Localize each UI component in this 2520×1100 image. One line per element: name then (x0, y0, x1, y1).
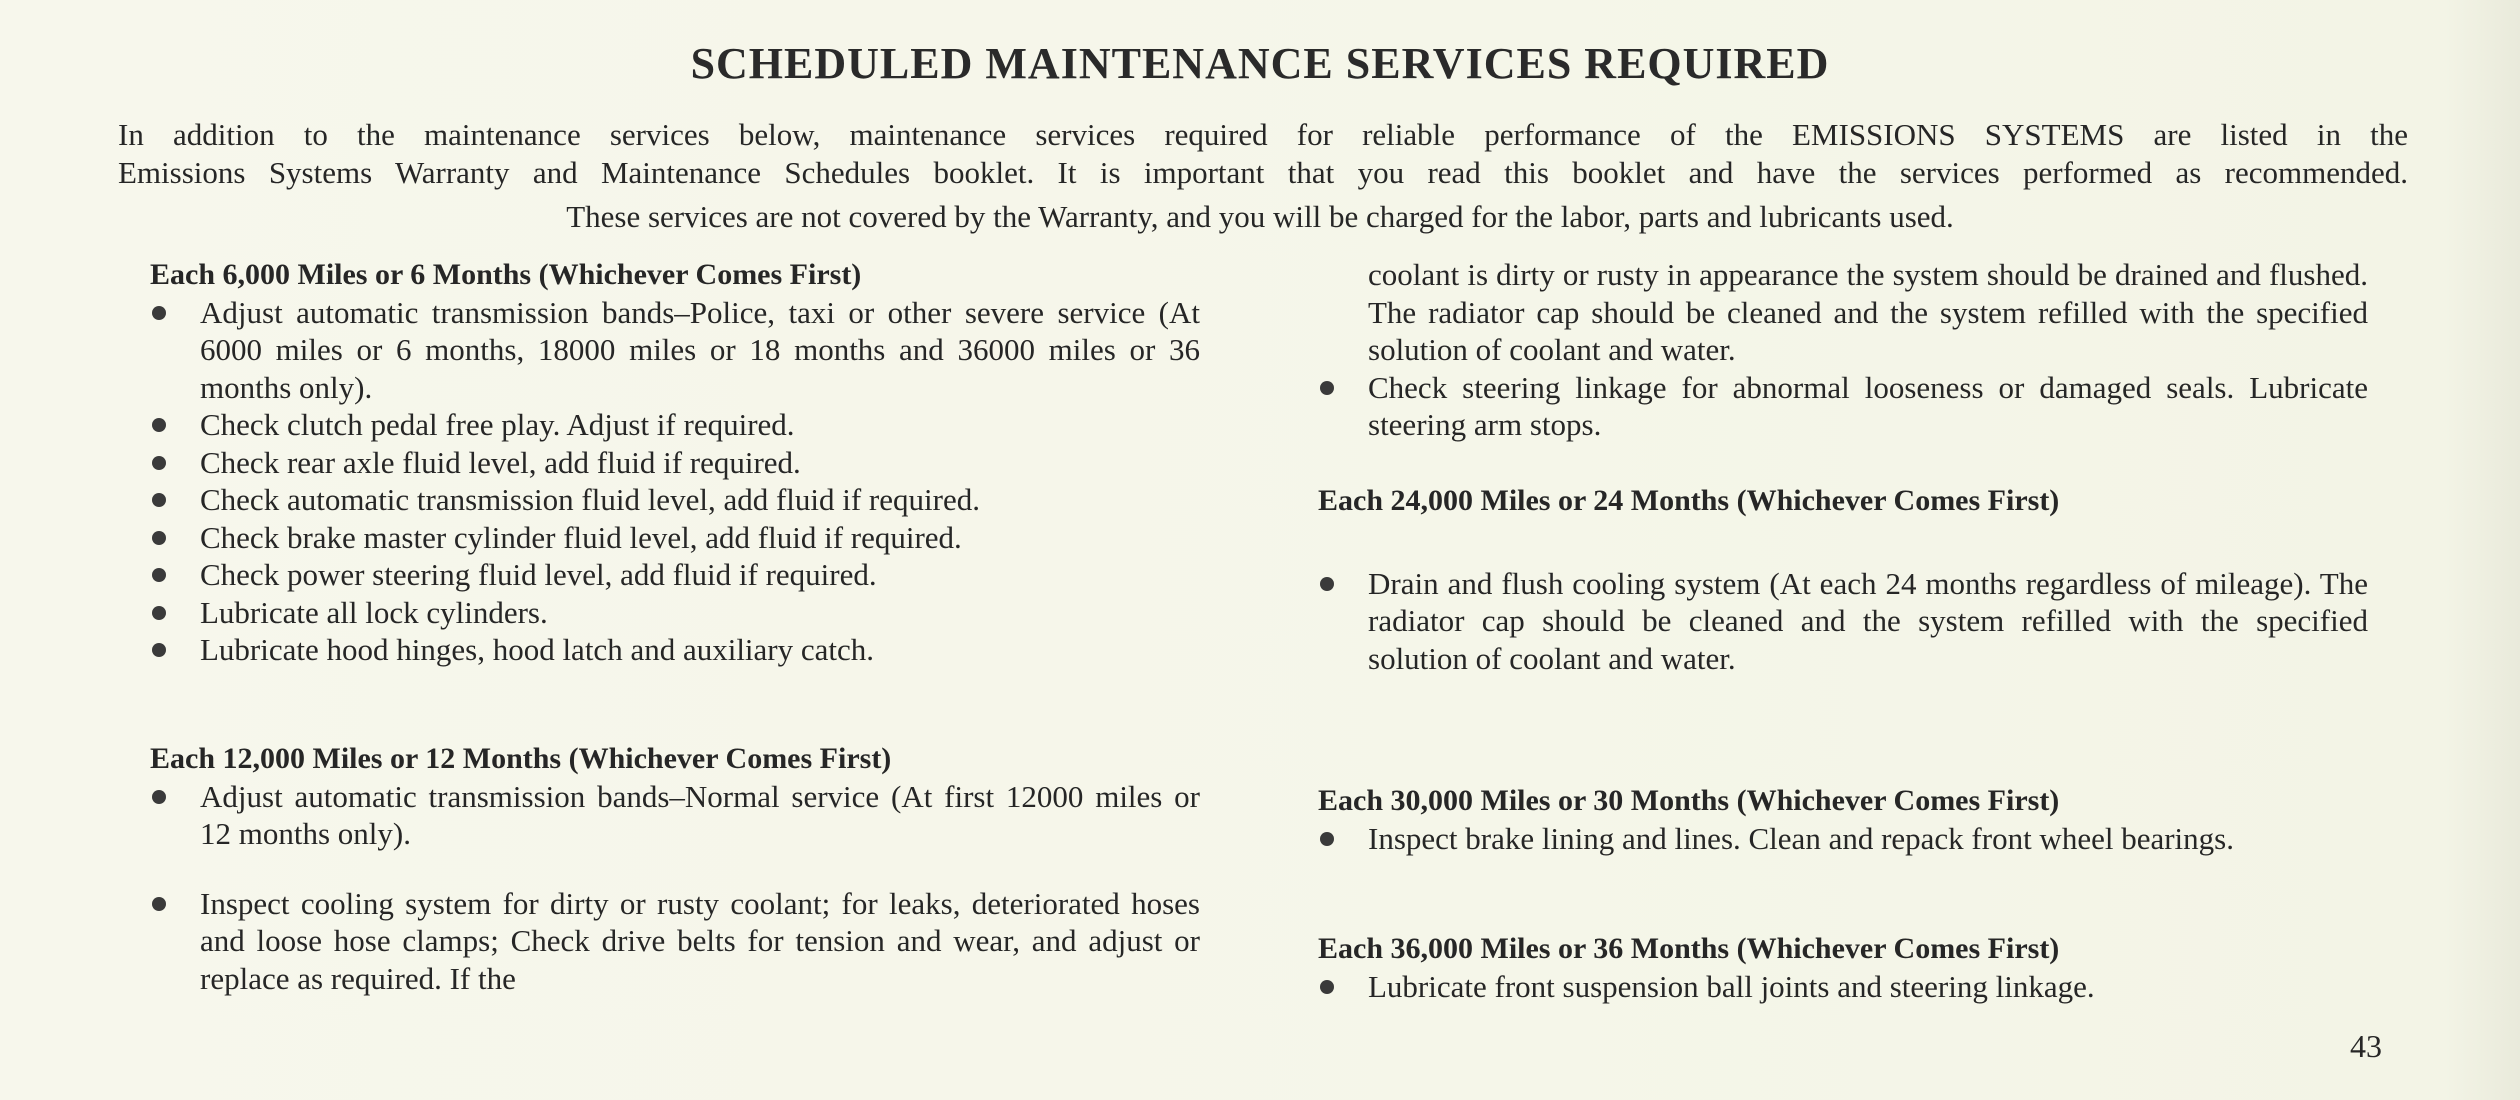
list-item: Inspect brake lining and lines. Clean and repack front wheel bearings. (1318, 820, 2368, 858)
list-item: Drain and flush cooling system (At each 24 months regardless of mileage). The radiator cap should be cleaned and the system refilled with the specified solution of coolant and water. (1318, 565, 2368, 678)
list-item: Lubricate hood hinges, hood latch and auxiliary catch. (150, 631, 1200, 669)
list-item: Check brake master cylinder fluid level, add fluid if required. (150, 519, 1200, 557)
bullet-icon (1320, 381, 1334, 395)
list-item: Check automatic transmission fluid level, add fluid if required. (150, 481, 1200, 519)
section-12000-continued (1318, 256, 2368, 444)
section-30000 (1318, 782, 2368, 857)
section-heading-36000: Each 36,000 Miles or 36 Months (Whichever Comes First) (1318, 932, 2060, 965)
list-item: Check rear axle fluid level, add fluid if required. (150, 444, 1200, 482)
bullet-icon (152, 606, 166, 620)
bullet-icon (152, 306, 166, 320)
section-24000 (1318, 482, 2368, 677)
intro-line-2: Emissions Systems Warranty and Maintenance Schedules booklet. It is important that you read this booklet and have the services performed as recommended. (118, 155, 2408, 190)
list-item: Check clutch pedal free play. Adjust if required. (150, 406, 1200, 444)
page-number: 43 (2350, 1028, 2382, 1064)
list-item: Adjust automatic transmission bands–Normal service (At first 12000 miles or 12 months only). (150, 778, 1200, 853)
section-6000 (150, 256, 1200, 669)
list-item: Lubricate front suspension ball joints and steering linkage. (1318, 968, 2368, 1006)
continuation-text: coolant is dirty or rusty in appearance the system should be drained and flushed. The radiator cap should be cleaned and the system refilled with the specified solution of coolant and water. (1368, 257, 2368, 367)
page-title: SCHEDULED MAINTENANCE SERVICES REQUIRED (690, 39, 1830, 88)
bullet-icon (152, 531, 166, 545)
bullet-icon (152, 568, 166, 582)
intro-line-1: In addition to the maintenance services below, maintenance services required for reliable performance of the EMISSIONS SYSTEMS are listed in the (118, 117, 2408, 152)
bullet-icon (152, 897, 166, 911)
list-item: Inspect cooling system for dirty or rusty coolant; for leaks, deteriorated hoses and loose hose clamps; Check drive belts for tension and wear, and adjust or replace as required. If the (150, 885, 1200, 998)
bullet-icon (1320, 577, 1334, 591)
section-heading-24000: Each 24,000 Miles or 24 Months (Whichever Comes First) (1318, 484, 2060, 517)
bullet-icon (152, 456, 166, 470)
bullet-icon (152, 493, 166, 507)
bullet-icon (152, 790, 166, 804)
intro-line-3: These services are not covered by the Warranty, and you will be charged for the labor, parts and lubricants used. (566, 199, 1954, 234)
bullet-icon (1320, 980, 1334, 994)
section-36000 (1318, 930, 2368, 1005)
bullet-icon (152, 643, 166, 657)
bullet-icon (152, 418, 166, 432)
section-heading-30000: Each 30,000 Miles or 30 Months (Whichever Comes First) (1318, 784, 2060, 817)
bullet-icon (1320, 832, 1334, 846)
list-item: Check steering linkage for abnormal looseness or damaged seals. Lubricate steering arm stops. (1318, 369, 2368, 444)
list-item: Lubricate all lock cylinders. (150, 594, 1200, 632)
section-heading-12000: Each 12,000 Miles or 12 Months (Whichever Comes First) (150, 742, 892, 775)
list-item: Check power steering fluid level, add fluid if required. (150, 556, 1200, 594)
section-heading-6000: Each 6,000 Miles or 6 Months (Whichever Comes First) (150, 258, 862, 291)
section-12000 (150, 740, 1200, 997)
list-item: Adjust automatic transmission bands–Police, taxi or other severe service (At 6000 miles or 6 months, 18000 miles or 18 months and 36000 miles or 36 months only). (150, 294, 1200, 407)
